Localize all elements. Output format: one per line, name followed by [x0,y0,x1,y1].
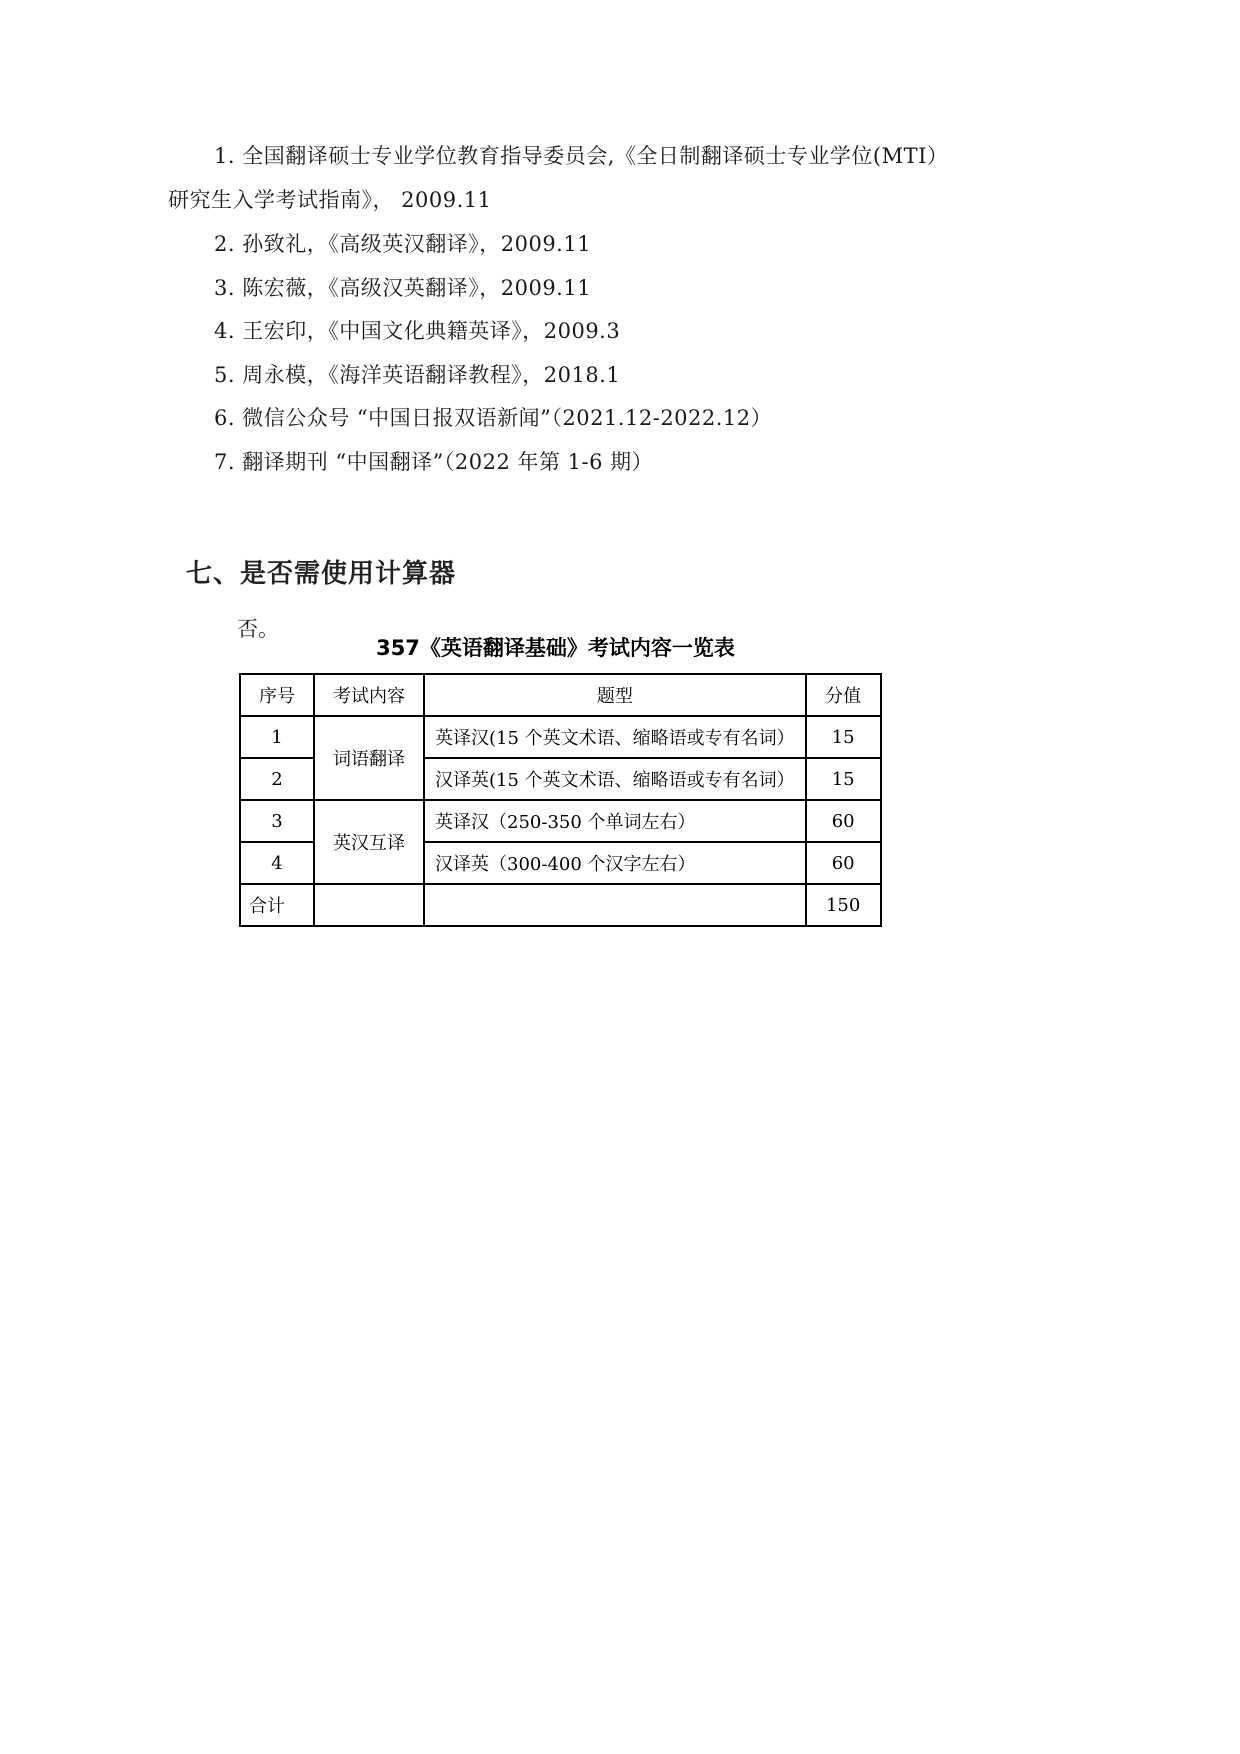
reference-number: 7. [214,450,236,474]
reference-number: 2. [214,232,236,256]
header-cell-score: 分值 [806,674,881,716]
reference-item-7 [214,448,653,476]
table-total-row [240,884,881,926]
table-row [240,716,881,758]
cell-score: 15 [806,716,881,758]
reference-number: 3. [214,276,236,300]
reference-text: 周永模，《海洋英语翻译教程》，2018.1 [242,363,621,387]
cell-total-score: 150 [806,884,881,926]
cell-type: 英译汉(15 个英文术语、缩略语或专有名词） [424,716,806,758]
cell-total-content [314,884,424,926]
reference-number: 4. [214,319,236,343]
reference-item-3 [214,274,591,302]
cell-content: 英汉互译 [314,800,424,884]
cell-number: 2 [240,758,314,800]
cell-total-type [424,884,806,926]
cell-type: 汉译英（300-400 个汉字左右） [424,842,806,884]
cell-score: 15 [806,758,881,800]
reference-item-5 [214,361,620,389]
cell-type: 汉译英(15 个英文术语、缩略语或专有名词） [424,758,806,800]
table-header-row [240,674,881,716]
exam-content-table [239,673,882,927]
reference-text: 孙致礼，《高级英汉翻译》，2009.11 [242,232,592,256]
cell-score: 60 [806,800,881,842]
reference-item-6 [214,404,772,432]
reference-text: 微信公众号 “中国日报双语新闻”（2021.12-2022.12） [242,406,773,430]
reference-item-2 [214,230,591,258]
reference-item-4 [214,317,620,345]
cell-number: 1 [240,716,314,758]
header-cell-type: 题型 [424,674,806,716]
reference-item-1-continuation: 研究生入学考试指南》， 2009.11 [168,188,492,212]
header-cell-content: 考试内容 [314,674,424,716]
reference-text: 陈宏薇，《高级汉英翻译》，2009.11 [242,276,592,300]
reference-item-1 [214,142,948,170]
reference-text: 翻译期刊 “中国翻译”（2022 年第 1-6 期） [242,450,654,474]
reference-number: 5. [214,363,236,387]
reference-number: 6. [214,406,236,430]
section-answer: 否。 [237,617,279,641]
cell-score: 60 [806,842,881,884]
header-cell-number: 序号 [240,674,314,716]
cell-content: 词语翻译 [314,716,424,800]
table-title: 357《英语翻译基础》考试内容一览表 [376,636,735,660]
section-heading: 七、是否需使用计算器 [186,559,457,589]
cell-total-label: 合计 [240,884,314,926]
cell-number: 3 [240,800,314,842]
table-row [240,800,881,842]
reference-text: 王宏印，《中国文化典籍英译》，2009.3 [242,319,621,343]
reference-number: 1. [214,144,236,168]
reference-text: 全国翻译硕士专业学位教育指导委员会,《全日制翻译硕士专业学位(MTI） [242,144,949,168]
cell-type: 英译汉（250-350 个单词左右） [424,800,806,842]
cell-number: 4 [240,842,314,884]
